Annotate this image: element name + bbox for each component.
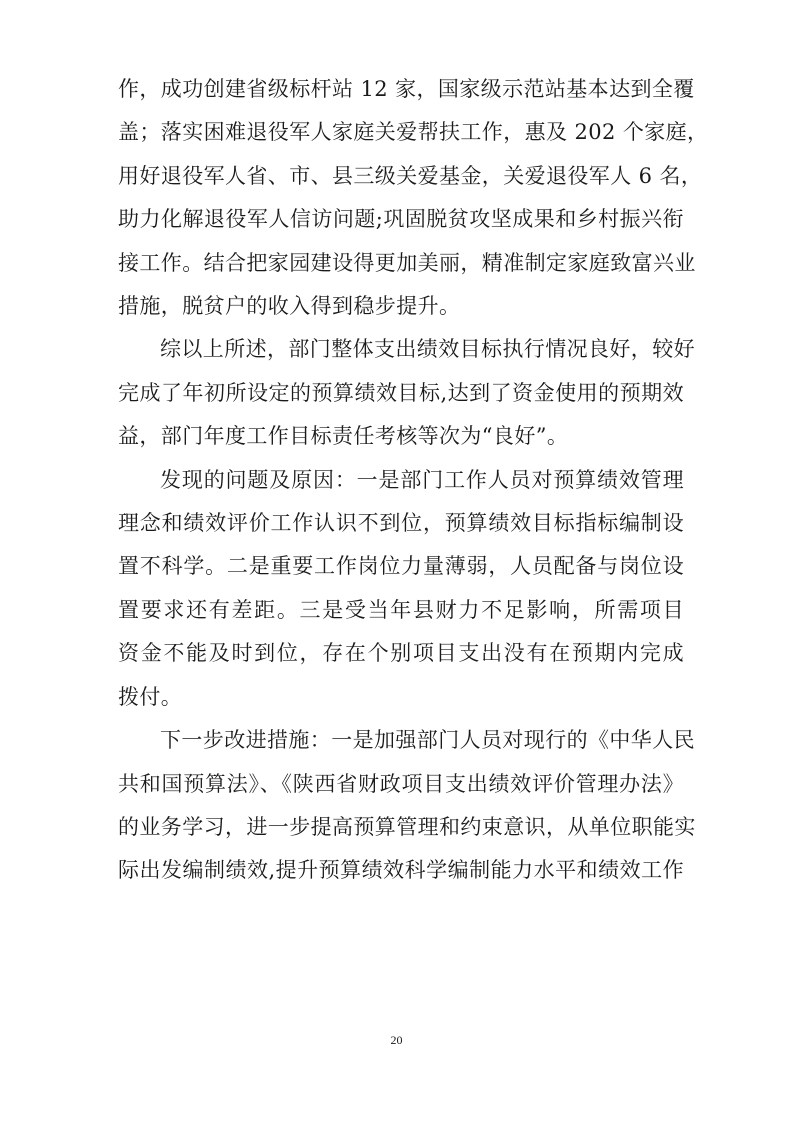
paragraph-2 xyxy=(118,328,695,458)
text-line: 发现的问题及原因：一是部门工作人员对预算绩效管理 xyxy=(160,467,684,492)
text-line: 际出发编制绩效,提升预算绩效科学编制能力水平和绩效工作 xyxy=(118,858,684,883)
text-line: 完成了年初所设定的预算绩效目标,达到了资金使用的预期效 xyxy=(118,380,684,405)
text-line: 作，成功创建省级标杆站 12 家，国家级示范站基本达到全覆 xyxy=(118,77,695,101)
text-line: 理念和绩效评价工作认识不到位，预算绩效目标指标编制设 xyxy=(118,511,684,536)
text-line: 下一步改进措施：一是加强部门人员对现行的《中华人民 xyxy=(160,728,695,753)
text-line: 盖；落实困难退役军人家庭关爱帮扶工作，惠及 202 个家庭， xyxy=(118,120,709,145)
document-body xyxy=(118,68,709,893)
page-number: 20 xyxy=(390,1033,403,1047)
text-line: 置要求还有差距。三是受当年县财力不足影响，所需项目 xyxy=(118,597,684,622)
text-line: 综以上所述，部门整体支出绩效目标执行情况良好，较好 xyxy=(160,337,695,362)
text-line: 助力化解退役军人信访问题;巩固脱贫攻坚成果和乡村振兴衔 xyxy=(118,207,684,232)
paragraph-1 xyxy=(118,68,709,328)
text-line: 措施，脱贫户的收入得到稳步提升。 xyxy=(118,294,461,319)
paragraph-4 xyxy=(118,719,696,893)
text-line: 拨付。 xyxy=(118,684,183,709)
text-line: 资金不能及时到位，存在个别项目支出没有在预期内完成 xyxy=(118,641,684,666)
text-line: 的业务学习，进一步提高预算管理和约束意识，从单位职能实 xyxy=(118,814,696,839)
text-line: 共和国预算法》、《陕西省财政项目支出绩效评价管理办法》 xyxy=(118,771,684,796)
paragraph-3 xyxy=(118,459,684,719)
text-line: 益，部门年度工作目标责任考核等次为“良好”。 xyxy=(118,424,569,449)
text-line: 接工作。结合把家园建设得更加美丽，精准制定家庭致富兴业 xyxy=(118,250,696,275)
text-line: 用好退役军人省、市、县三级关爱基金，关爱退役军人 6 名， xyxy=(118,163,703,188)
text-line: 置不科学。二是重要工作岗位力量薄弱，人员配备与岗位设 xyxy=(118,554,684,579)
